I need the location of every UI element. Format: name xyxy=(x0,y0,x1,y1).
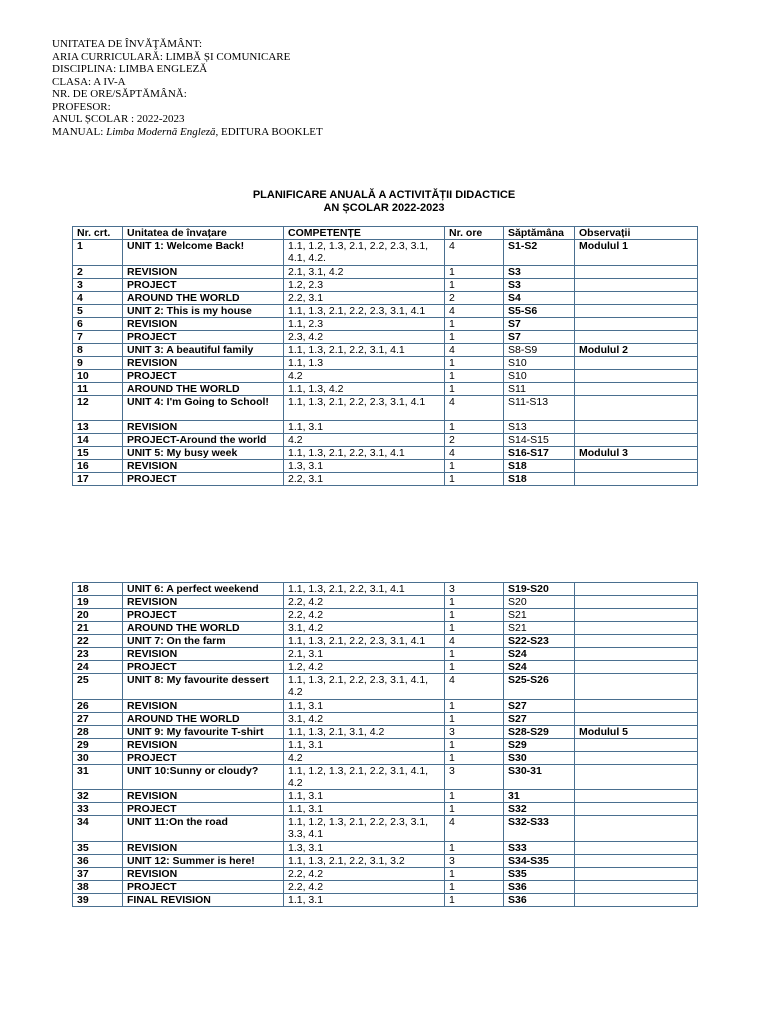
week-cell: S13 xyxy=(504,421,575,434)
learning-unit-cell: FINAL REVISION xyxy=(123,893,284,906)
week-cell: S24 xyxy=(504,661,575,674)
table-row xyxy=(73,712,698,725)
row-number-cell: 18 xyxy=(73,583,123,596)
observations-cell xyxy=(575,382,698,395)
competences-cell: 1.1, 1.3, 2.1, 2.2, 3.1, 4.1 xyxy=(284,583,445,596)
hours-cell: 4 xyxy=(445,674,504,700)
header-line-school: UNITATEA DE ÎNVĂŢĂMÂNT: xyxy=(52,38,203,50)
competences-cell: 1.3, 3.1 xyxy=(284,841,445,854)
row-number-cell: 6 xyxy=(73,317,123,330)
hours-cell: 2 xyxy=(445,434,504,447)
table-row xyxy=(73,764,698,790)
learning-unit-cell: REVISION xyxy=(123,265,284,278)
competences-cell: 1.2, 4.2 xyxy=(284,661,445,674)
row-number-cell: 21 xyxy=(73,622,123,635)
learning-unit-cell: PROJECT xyxy=(123,369,284,382)
observations-cell xyxy=(575,473,698,486)
hours-cell: 1 xyxy=(445,622,504,635)
observations-cell xyxy=(575,648,698,661)
manual-label: MANUAL: xyxy=(52,125,107,138)
row-number-cell: 38 xyxy=(73,880,123,893)
header-line-curricular-area: ARIA CURRICULARĂ: LIMBĂ ȘI COMUNICARE xyxy=(52,50,291,63)
week-cell: S16-S17 xyxy=(504,447,575,460)
row-number-cell: 8 xyxy=(73,343,123,356)
observations-cell xyxy=(575,635,698,648)
row-number-cell: 14 xyxy=(73,434,123,447)
hours-cell: 4 xyxy=(445,635,504,648)
observations-cell xyxy=(575,893,698,906)
row-number-cell: 39 xyxy=(73,893,123,906)
competences-cell: 1.1, 1.3, 2.1, 3.1, 4.2 xyxy=(284,725,445,738)
row-number-cell: 31 xyxy=(73,764,123,790)
hours-cell: 1 xyxy=(445,790,504,803)
row-number-cell: 30 xyxy=(73,751,123,764)
document-header xyxy=(52,38,323,138)
hours-cell: 4 xyxy=(445,304,504,317)
competences-cell: 1.1, 3.1 xyxy=(284,790,445,803)
competences-cell: 1.1, 2.3 xyxy=(284,317,445,330)
column-header: Observații xyxy=(575,227,698,240)
table-row xyxy=(73,291,698,304)
hours-cell: 1 xyxy=(445,880,504,893)
week-cell: S19-S20 xyxy=(504,583,575,596)
competences-cell: 1.1, 1.3, 2.1, 2.2, 2.3, 3.1, 4.1, 4.2 xyxy=(284,674,445,700)
hours-cell: 4 xyxy=(445,343,504,356)
observations-cell xyxy=(575,304,698,317)
hours-cell: 1 xyxy=(445,317,504,330)
hours-cell: 4 xyxy=(445,447,504,460)
row-number-cell: 10 xyxy=(73,369,123,382)
hours-cell: 1 xyxy=(445,699,504,712)
learning-unit-cell: UNIT 5: My busy week xyxy=(123,447,284,460)
hours-cell: 1 xyxy=(445,382,504,395)
learning-unit-cell: REVISION xyxy=(123,317,284,330)
table-header-row xyxy=(73,227,698,240)
competences-cell: 4.2 xyxy=(284,751,445,764)
competences-cell: 1.1, 3.1 xyxy=(284,803,445,816)
table-row xyxy=(73,609,698,622)
learning-unit-cell: UNIT 12: Summer is here! xyxy=(123,854,284,867)
learning-unit-cell: REVISION xyxy=(123,421,284,434)
observations-cell: Modulul 2 xyxy=(575,343,698,356)
learning-unit-cell: REVISION xyxy=(123,460,284,473)
competences-cell: 1.1, 1.3, 2.1, 2.2, 2.3, 3.1, 4.1 xyxy=(284,395,445,421)
week-cell: S22-S23 xyxy=(504,635,575,648)
observations-cell xyxy=(575,738,698,751)
row-number-cell: 29 xyxy=(73,738,123,751)
hours-cell: 1 xyxy=(445,751,504,764)
hours-cell: 3 xyxy=(445,583,504,596)
manual-title: Limba Modernă Engleză xyxy=(106,125,216,138)
week-cell: S11 xyxy=(504,382,575,395)
competences-cell: 2.1, 3.1, 4.2 xyxy=(284,265,445,278)
table-row xyxy=(73,395,698,421)
week-cell: S30 xyxy=(504,751,575,764)
learning-unit-cell: PROJECT xyxy=(123,330,284,343)
table-row xyxy=(73,447,698,460)
competences-cell: 2.2, 3.1 xyxy=(284,473,445,486)
competences-cell: 1.1, 1.2, 1.3, 2.1, 2.2, 3.1, 4.1, 4.2 xyxy=(284,764,445,790)
hours-cell: 4 xyxy=(445,395,504,421)
row-number-cell: 34 xyxy=(73,816,123,842)
table-row xyxy=(73,699,698,712)
hours-cell: 1 xyxy=(445,738,504,751)
row-number-cell: 27 xyxy=(73,712,123,725)
row-number-cell: 28 xyxy=(73,725,123,738)
learning-unit-cell: REVISION xyxy=(123,841,284,854)
observations-cell xyxy=(575,674,698,700)
table-row xyxy=(73,317,698,330)
header-line-hours: NR. DE ORE/SĂPTĂMÂNĂ: xyxy=(52,88,187,100)
competences-cell: 1.3, 3.1 xyxy=(284,460,445,473)
learning-unit-cell: REVISION xyxy=(123,596,284,609)
observations-cell xyxy=(575,751,698,764)
learning-unit-cell: REVISION xyxy=(123,699,284,712)
week-cell: S21 xyxy=(504,609,575,622)
learning-unit-cell: PROJECT xyxy=(123,609,284,622)
week-cell: S29 xyxy=(504,738,575,751)
learning-unit-cell: AROUND THE WORLD xyxy=(123,382,284,395)
column-header: Săptămâna xyxy=(504,227,575,240)
learning-unit-cell: UNIT 2: This is my house xyxy=(123,304,284,317)
week-cell: S7 xyxy=(504,317,575,330)
hours-cell: 1 xyxy=(445,661,504,674)
week-cell: S36 xyxy=(504,880,575,893)
week-cell: S8-S9 xyxy=(504,343,575,356)
week-cell: S11-S13 xyxy=(504,395,575,421)
competences-cell: 3.1, 4.2 xyxy=(284,712,445,725)
table-row xyxy=(73,880,698,893)
week-cell: S5-S6 xyxy=(504,304,575,317)
learning-unit-cell: PROJECT xyxy=(123,803,284,816)
competences-cell: 1.1, 1.3, 2.1, 2.2, 2.3, 3.1, 4.1 xyxy=(284,304,445,317)
header-line-manual xyxy=(52,126,323,139)
week-cell: S35 xyxy=(504,867,575,880)
competences-cell: 1.1, 1.3 xyxy=(284,356,445,369)
document-title xyxy=(0,189,768,214)
table-row xyxy=(73,356,698,369)
hours-cell: 3 xyxy=(445,764,504,790)
observations-cell xyxy=(575,622,698,635)
hours-cell: 3 xyxy=(445,725,504,738)
week-cell: S1-S2 xyxy=(504,240,575,266)
competences-cell: 1.1, 1.2, 1.3, 2.1, 2.2, 2.3, 3.1, 3.3, 4.1 xyxy=(284,816,445,842)
row-number-cell: 36 xyxy=(73,854,123,867)
learning-unit-cell: PROJECT xyxy=(123,473,284,486)
row-number-cell: 16 xyxy=(73,460,123,473)
row-number-cell: 11 xyxy=(73,382,123,395)
week-cell: S10 xyxy=(504,356,575,369)
week-cell: 31 xyxy=(504,790,575,803)
row-number-cell: 19 xyxy=(73,596,123,609)
competences-cell: 1.1, 1.3, 2.1, 2.2, 3.1, 4.1 xyxy=(284,447,445,460)
week-cell: S25-S26 xyxy=(504,674,575,700)
table-row xyxy=(73,369,698,382)
observations-cell xyxy=(575,265,698,278)
learning-unit-cell: AROUND THE WORLD xyxy=(123,712,284,725)
competences-cell: 2.1, 3.1 xyxy=(284,648,445,661)
learning-unit-cell: UNIT 10:Sunny or cloudy? xyxy=(123,764,284,790)
observations-cell xyxy=(575,816,698,842)
table-row xyxy=(73,421,698,434)
competences-cell: 3.1, 4.2 xyxy=(284,622,445,635)
hours-cell: 1 xyxy=(445,278,504,291)
column-header: Nr. ore xyxy=(445,227,504,240)
row-number-cell: 20 xyxy=(73,609,123,622)
competences-cell: 2.2, 4.2 xyxy=(284,609,445,622)
table-row xyxy=(73,265,698,278)
learning-unit-cell: AROUND THE WORLD xyxy=(123,291,284,304)
competences-cell: 2.3, 4.2 xyxy=(284,330,445,343)
competences-cell: 1.1, 1.3, 4.2 xyxy=(284,382,445,395)
learning-unit-cell: REVISION xyxy=(123,867,284,880)
observations-cell xyxy=(575,596,698,609)
hours-cell: 1 xyxy=(445,841,504,854)
hours-cell: 1 xyxy=(445,867,504,880)
week-cell: S32-S33 xyxy=(504,816,575,842)
table-row xyxy=(73,725,698,738)
competences-cell: 4.2 xyxy=(284,434,445,447)
observations-cell xyxy=(575,278,698,291)
row-number-cell: 17 xyxy=(73,473,123,486)
week-cell: S33 xyxy=(504,841,575,854)
row-number-cell: 24 xyxy=(73,661,123,674)
learning-unit-cell: UNIT 7: On the farm xyxy=(123,635,284,648)
header-line-teacher: PROFESOR: xyxy=(52,100,111,113)
observations-cell xyxy=(575,460,698,473)
competences-cell: 1.1, 3.1 xyxy=(284,699,445,712)
observations-cell: Modulul 3 xyxy=(575,447,698,460)
observations-cell xyxy=(575,712,698,725)
row-number-cell: 35 xyxy=(73,841,123,854)
hours-cell: 1 xyxy=(445,648,504,661)
table-row xyxy=(73,583,698,596)
column-header: Nr. crt. xyxy=(73,227,123,240)
table-row xyxy=(73,622,698,635)
learning-unit-cell: UNIT 3: A beautiful family xyxy=(123,343,284,356)
observations-cell xyxy=(575,434,698,447)
observations-cell xyxy=(575,583,698,596)
table-row xyxy=(73,893,698,906)
table-row xyxy=(73,648,698,661)
table-row xyxy=(73,816,698,842)
competences-cell: 1.1, 1.3, 2.1, 2.2, 3.1, 4.1 xyxy=(284,343,445,356)
observations-cell xyxy=(575,854,698,867)
header-line-discipline: DISCIPLINA: LIMBA ENGLEZĂ xyxy=(52,63,208,75)
row-number-cell: 7 xyxy=(73,330,123,343)
observations-cell xyxy=(575,609,698,622)
competences-cell: 1.1, 1.2, 1.3, 2.1, 2.2, 2.3, 3.1, 4.1, 4.2. xyxy=(284,240,445,266)
hours-cell: 1 xyxy=(445,712,504,725)
week-cell: S24 xyxy=(504,648,575,661)
table-row xyxy=(73,596,698,609)
learning-unit-cell: PROJECT xyxy=(123,278,284,291)
competences-cell: 1.2, 2.3 xyxy=(284,278,445,291)
competences-cell: 1.1, 3.1 xyxy=(284,738,445,751)
table-row xyxy=(73,803,698,816)
learning-unit-cell: REVISION xyxy=(123,648,284,661)
learning-unit-cell: REVISION xyxy=(123,356,284,369)
hours-cell: 4 xyxy=(445,816,504,842)
competences-cell: 4.2 xyxy=(284,369,445,382)
table-row xyxy=(73,240,698,266)
table-row xyxy=(73,751,698,764)
table-row xyxy=(73,460,698,473)
observations-cell xyxy=(575,330,698,343)
header-line-class: CLASA: A IV-A xyxy=(52,75,126,88)
learning-unit-cell: UNIT 8: My favourite dessert xyxy=(123,674,284,700)
table-row xyxy=(73,304,698,317)
week-cell: S14-S15 xyxy=(504,434,575,447)
table-row xyxy=(73,738,698,751)
hours-cell: 1 xyxy=(445,421,504,434)
row-number-cell: 2 xyxy=(73,265,123,278)
week-cell: S32 xyxy=(504,803,575,816)
title-line-1: PLANIFICARE ANUALĂ A ACTIVITĂȚII DIDACTICE xyxy=(252,189,516,201)
hours-cell: 1 xyxy=(445,596,504,609)
row-number-cell: 32 xyxy=(73,790,123,803)
table-row xyxy=(73,434,698,447)
learning-unit-cell: REVISION xyxy=(123,790,284,803)
hours-cell: 1 xyxy=(445,356,504,369)
table-row xyxy=(73,473,698,486)
learning-unit-cell: REVISION xyxy=(123,738,284,751)
row-number-cell: 9 xyxy=(73,356,123,369)
manual-publisher: , EDITURA BOOKLET xyxy=(215,125,323,138)
observations-cell xyxy=(575,661,698,674)
table-row xyxy=(73,854,698,867)
observations-cell xyxy=(575,317,698,330)
week-cell: S27 xyxy=(504,699,575,712)
week-cell: S30-31 xyxy=(504,764,575,790)
table-row xyxy=(73,867,698,880)
learning-unit-cell: PROJECT xyxy=(123,880,284,893)
observations-cell xyxy=(575,764,698,790)
observations-cell xyxy=(575,867,698,880)
observations-cell xyxy=(575,369,698,382)
planning-table-part-1 xyxy=(72,226,698,486)
learning-unit-cell: UNIT 6: A perfect weekend xyxy=(123,583,284,596)
row-number-cell: 1 xyxy=(73,240,123,266)
learning-unit-cell: UNIT 11:On the road xyxy=(123,816,284,842)
hours-cell: 2 xyxy=(445,291,504,304)
competences-cell: 1.1, 1.3, 2.1, 2.2, 3.1, 3.2 xyxy=(284,854,445,867)
table-row xyxy=(73,674,698,700)
row-number-cell: 4 xyxy=(73,291,123,304)
competences-cell: 2.2, 4.2 xyxy=(284,880,445,893)
competences-cell: 2.2, 3.1 xyxy=(284,291,445,304)
row-number-cell: 26 xyxy=(73,699,123,712)
observations-cell xyxy=(575,841,698,854)
hours-cell: 4 xyxy=(445,240,504,266)
table-row xyxy=(73,841,698,854)
column-header: COMPETENȚE xyxy=(284,227,445,240)
week-cell: S18 xyxy=(504,460,575,473)
week-cell: S34-S35 xyxy=(504,854,575,867)
row-number-cell: 37 xyxy=(73,867,123,880)
observations-cell xyxy=(575,356,698,369)
row-number-cell: 3 xyxy=(73,278,123,291)
table-row xyxy=(73,661,698,674)
observations-cell xyxy=(575,790,698,803)
week-cell: S4 xyxy=(504,291,575,304)
week-cell: S27 xyxy=(504,712,575,725)
observations-cell xyxy=(575,291,698,304)
hours-cell: 1 xyxy=(445,330,504,343)
competences-cell: 1.1, 1.3, 2.1, 2.2, 2.3, 3.1, 4.1 xyxy=(284,635,445,648)
planning-table-part-2 xyxy=(72,582,698,907)
observations-cell xyxy=(575,421,698,434)
table-row xyxy=(73,330,698,343)
learning-unit-cell: PROJECT xyxy=(123,661,284,674)
row-number-cell: 25 xyxy=(73,674,123,700)
row-number-cell: 12 xyxy=(73,395,123,421)
week-cell: S10 xyxy=(504,369,575,382)
observations-cell xyxy=(575,880,698,893)
header-line-school-year: ANUL ȘCOLAR : 2022-2023 xyxy=(52,113,185,125)
competences-cell: 1.1, 3.1 xyxy=(284,893,445,906)
row-number-cell: 23 xyxy=(73,648,123,661)
week-cell: S7 xyxy=(504,330,575,343)
competences-cell: 2.2, 4.2 xyxy=(284,596,445,609)
learning-unit-cell: UNIT 9: My favourite T-shirt xyxy=(123,725,284,738)
week-cell: S21 xyxy=(504,622,575,635)
hours-cell: 1 xyxy=(445,893,504,906)
learning-unit-cell: UNIT 4: I'm Going to School! xyxy=(123,395,284,421)
competences-cell: 1.1, 3.1 xyxy=(284,421,445,434)
table-row xyxy=(73,635,698,648)
hours-cell: 1 xyxy=(445,803,504,816)
learning-unit-cell: PROJECT-Around the world xyxy=(123,434,284,447)
week-cell: S28-S29 xyxy=(504,725,575,738)
learning-unit-cell: UNIT 1: Welcome Back! xyxy=(123,240,284,266)
observations-cell xyxy=(575,803,698,816)
week-cell: S3 xyxy=(504,278,575,291)
column-header: Unitatea de învațare xyxy=(123,227,284,240)
title-line-2: AN ȘCOLAR 2022-2023 xyxy=(323,201,445,214)
hours-cell: 3 xyxy=(445,854,504,867)
table-row xyxy=(73,790,698,803)
observations-cell: Modulul 5 xyxy=(575,725,698,738)
week-cell: S20 xyxy=(504,596,575,609)
learning-unit-cell: PROJECT xyxy=(123,751,284,764)
row-number-cell: 13 xyxy=(73,421,123,434)
hours-cell: 1 xyxy=(445,609,504,622)
week-cell: S3 xyxy=(504,265,575,278)
hours-cell: 1 xyxy=(445,473,504,486)
hours-cell: 1 xyxy=(445,265,504,278)
row-number-cell: 15 xyxy=(73,447,123,460)
week-cell: S18 xyxy=(504,473,575,486)
row-number-cell: 22 xyxy=(73,635,123,648)
row-number-cell: 5 xyxy=(73,304,123,317)
observations-cell: Modulul 1 xyxy=(575,240,698,266)
table-row xyxy=(73,278,698,291)
table-row xyxy=(73,382,698,395)
competences-cell: 2.2, 4.2 xyxy=(284,867,445,880)
week-cell: S36 xyxy=(504,893,575,906)
learning-unit-cell: AROUND THE WORLD xyxy=(123,622,284,635)
table-row xyxy=(73,343,698,356)
row-number-cell: 33 xyxy=(73,803,123,816)
hours-cell: 1 xyxy=(445,460,504,473)
hours-cell: 1 xyxy=(445,369,504,382)
observations-cell xyxy=(575,395,698,421)
observations-cell xyxy=(575,699,698,712)
